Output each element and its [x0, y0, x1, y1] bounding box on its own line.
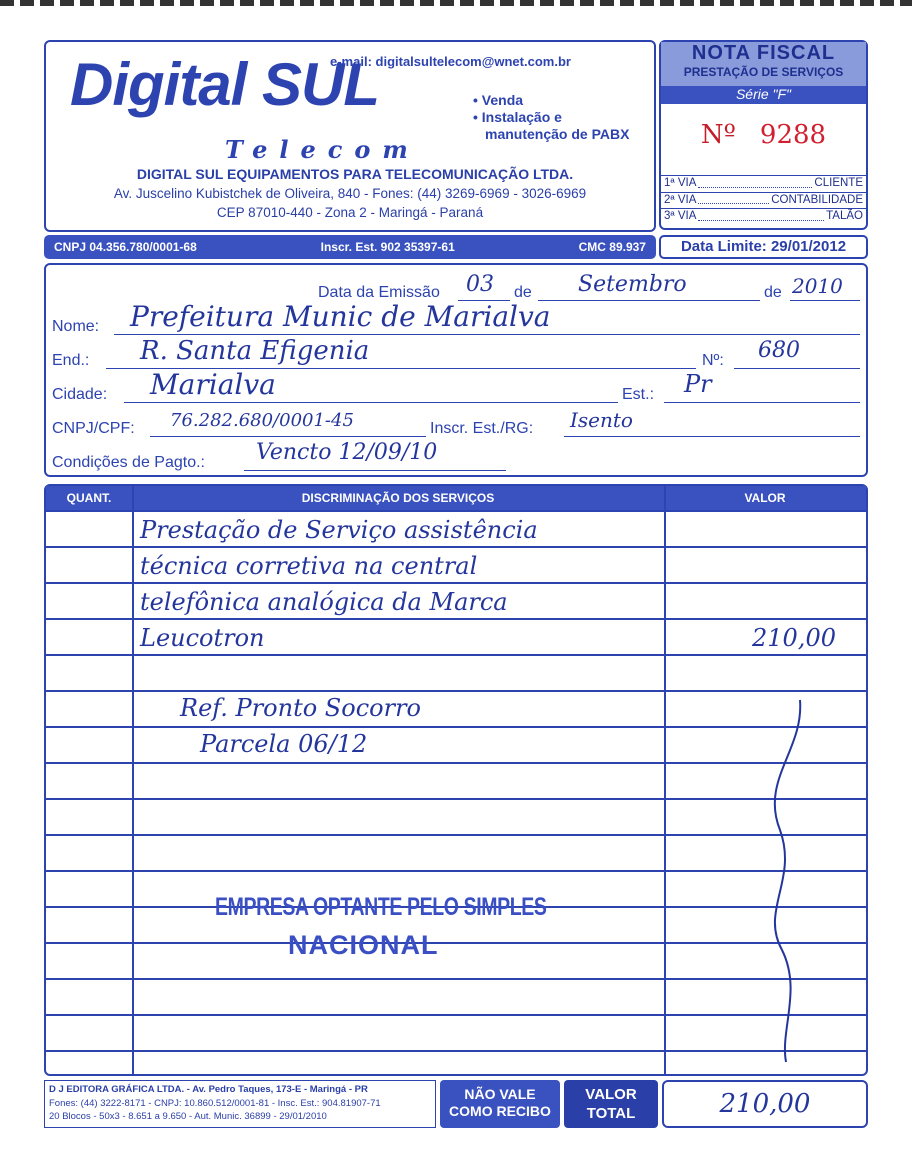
estado-field[interactable]: Pr	[684, 370, 712, 398]
company-logo: Digital SUL	[70, 51, 380, 118]
emissao-month-field[interactable]: Setembro	[578, 272, 687, 297]
de-label: de	[514, 284, 532, 301]
data-limite-value: 29/01/2012	[770, 238, 847, 255]
nome-field[interactable]: Prefeitura Munic de Marialva	[130, 300, 551, 333]
via-row	[661, 175, 866, 192]
end-label: End.:	[52, 352, 90, 369]
emissao-year-field[interactable]: 2010	[792, 274, 843, 298]
company-logo-sub: Telecom	[225, 135, 420, 164]
table-row-line	[46, 618, 866, 620]
data-limite	[659, 235, 868, 259]
table-divider	[132, 486, 134, 1074]
services-table-header	[46, 486, 866, 510]
field-line	[664, 402, 860, 403]
valor-total-value[interactable]: 210,00	[662, 1080, 868, 1128]
via-dest: TALÃO	[826, 210, 863, 222]
field-line	[538, 300, 760, 301]
data-emissao-label: Data da Emissão	[318, 284, 440, 301]
company-name: DIGITAL SUL EQUIPAMENTOS PARA TELECOMUNICAÇÃO LTDA.	[136, 166, 574, 182]
printer-line: Fones: (44) 3222-8171 - CNPJ: 10.860.512/0001-81 - Insc. Est.: 904.81907-71	[49, 1097, 381, 1109]
service-line: Ref. Pronto Socorro	[180, 694, 421, 722]
table-row-line	[46, 582, 866, 584]
nota-number-value: 9288	[759, 120, 827, 150]
condicoes-field[interactable]: Vencto 12/09/10	[256, 440, 438, 465]
table-row-line	[46, 654, 866, 656]
via-dest: CONTABILIDADE	[771, 193, 863, 206]
nota-vias	[661, 175, 866, 225]
company-inscr-est: Inscr. Est. 902 35397-61	[320, 240, 455, 254]
field-line	[734, 368, 860, 369]
inscr-field[interactable]: Isento	[570, 408, 633, 432]
col-discriminacao: DISCRIMINAÇÃO DOS SERVIÇOS	[301, 491, 495, 505]
registration-bar	[44, 235, 656, 259]
service-line: Prestação de Serviço assistência	[140, 516, 538, 544]
printer-line: D J EDITORA GRÁFICA LTDA. - Av. Pedro Taques, 173-E - Maringá - PR	[49, 1084, 368, 1095]
inscr-label: Inscr. Est./RG:	[430, 420, 534, 437]
endereco-field[interactable]: R. Santa Efigenia	[140, 336, 370, 366]
via-label: 2ª VIA	[664, 193, 697, 206]
nome-label: Nome:	[52, 318, 100, 335]
company-services	[473, 92, 629, 143]
via-row	[661, 192, 866, 209]
nao-vale-recibo	[440, 1080, 560, 1128]
cidade-field[interactable]: Marialva	[150, 368, 276, 401]
company-cmc: CMC 89.937	[578, 240, 646, 254]
col-quant: QUANT.	[66, 491, 112, 505]
service-valor: 210,00	[752, 624, 836, 652]
company-address: Av. Juscelino Kubistchek de Oliveira, 840 - Fones: (44) 3269-6969 - 3026-6969	[113, 186, 587, 201]
valor-total-label	[564, 1080, 658, 1128]
company-email: e-mail: digitalsultelecom@wnet.com.br	[330, 54, 571, 69]
de-label: de	[764, 284, 782, 301]
cidade-label: Cidade:	[52, 386, 108, 403]
service-line: telefônica analógica da Marca	[140, 588, 508, 616]
estado-label: Est.:	[622, 386, 655, 403]
page-top-edge	[0, 0, 912, 6]
service-item: • Instalação e	[473, 109, 562, 125]
table-row-line	[46, 546, 866, 548]
field-line	[564, 436, 860, 437]
nao-vale-line: COMO RECIBO	[449, 1103, 551, 1119]
cnpj-label: CNPJ/CPF:	[52, 420, 135, 437]
printer-line: 20 Blocos - 50x3 - 8.651 a 9.650 - Aut. Munic. 36899 - 29/01/2010	[49, 1111, 327, 1122]
stamp-simples-line1: EMPRESA OPTANTE PELO SIMPLES	[215, 893, 547, 921]
field-line	[790, 300, 860, 301]
nota-number-label: Nº	[700, 120, 736, 150]
via-label: 1ª VIA	[664, 177, 697, 189]
table-row-line	[46, 510, 866, 512]
nota-serie: Série "F"	[661, 86, 866, 104]
numero-field[interactable]: 680	[758, 338, 800, 363]
service-line: Parcela 06/12	[200, 730, 368, 758]
field-line	[244, 470, 506, 471]
printer-info	[44, 1080, 436, 1128]
stamp-simples-line2: NACIONAL	[288, 930, 439, 960]
nao-vale-line: NÃO VALE	[464, 1086, 536, 1102]
cancel-squiggle	[740, 690, 820, 1070]
numero-label: Nº:	[702, 352, 724, 369]
company-cep: CEP 87010-440 - Zona 2 - Maringá - Paraná	[216, 205, 484, 220]
emissao-day-field[interactable]: 03	[466, 272, 494, 297]
nota-fiscal-title: NOTA FISCAL	[691, 42, 836, 64]
via-row	[661, 208, 866, 225]
company-cnpj: CNPJ 04.356.780/0001-68	[54, 240, 197, 254]
via-label: 3ª VIA	[664, 210, 697, 222]
field-line	[150, 436, 426, 437]
service-item: manutenção de PABX	[485, 126, 630, 142]
service-item: • Venda	[473, 92, 524, 108]
nota-number	[661, 106, 866, 172]
valor-total-label-line: TOTAL	[586, 1105, 636, 1122]
condicoes-label: Condições de Pagto.:	[52, 454, 205, 471]
service-line: Leucotron	[140, 624, 265, 652]
nota-fiscal-subtitle: PRESTAÇÃO DE SERVIÇOS	[683, 65, 844, 79]
field-line	[124, 402, 618, 403]
col-valor: VALOR	[744, 491, 786, 505]
data-limite-label: Data Limite:	[680, 238, 767, 255]
cnpj-field[interactable]: 76.282.680/0001-45	[170, 410, 354, 431]
nota-fiscal-heading	[661, 42, 866, 86]
valor-total-label-line: VALOR	[585, 1086, 637, 1103]
field-line	[114, 334, 860, 335]
via-dest: CLIENTE	[814, 177, 863, 189]
service-line: técnica corretiva na central	[140, 552, 478, 580]
table-divider	[664, 486, 666, 1074]
